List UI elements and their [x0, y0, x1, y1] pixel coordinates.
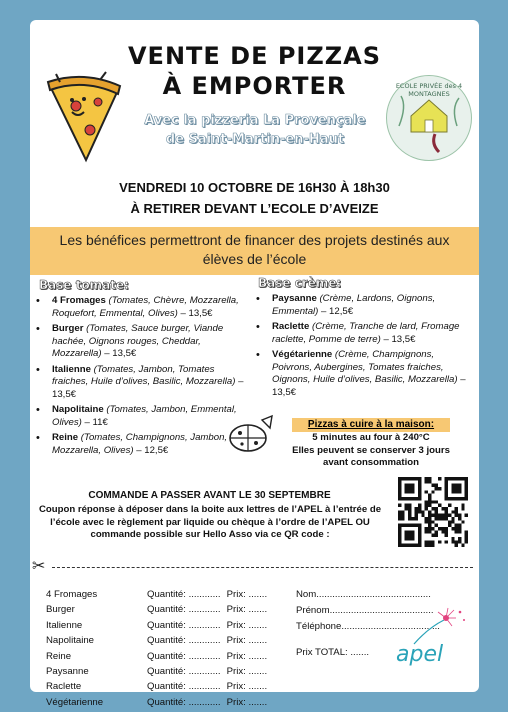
form-pizza-name: Napolitaine — [46, 635, 95, 647]
cooking-line2: Elles peuvent se conserver 3 jours avant consommation — [292, 444, 450, 468]
quantity-field[interactable]: Quantité: ............ — [147, 604, 221, 616]
quantity-field[interactable]: Quantité: ............ — [147, 589, 221, 600]
form-order-row — [147, 602, 307, 617]
quantity-field[interactable]: Quantité: ............ — [147, 681, 221, 693]
page-title: VENTE DE PIZZAS — [127, 42, 382, 70]
price-field[interactable]: Prix: ....... — [226, 650, 268, 662]
pizza-price: – 12,5€ — [133, 444, 169, 456]
cream-pizza-item — [250, 293, 472, 318]
form-order-row — [147, 679, 307, 694]
tomato-pizza-item — [30, 364, 250, 402]
pizza-price: – 13,5€ — [52, 376, 244, 400]
benefits-banner-text: Les bénéfices permettront de financer des projets destinés aux élèves de l’école — [59, 232, 450, 267]
tomato-pizza-item — [30, 404, 250, 429]
cream-pizza-list — [250, 293, 472, 402]
flyer — [30, 20, 479, 708]
price-field[interactable]: Prix: ....... — [226, 635, 268, 647]
price-field[interactable]: Prix: ....... — [226, 666, 268, 678]
form-quantity-fields — [147, 587, 307, 710]
pizza-price: – 13,5€ — [101, 348, 137, 359]
tomato-pizza-item — [30, 323, 250, 361]
prenom-field[interactable]: Prénom....................................... — [296, 605, 434, 616]
form-order-row — [147, 633, 307, 648]
price-field[interactable]: Prix: ....... — [226, 619, 268, 631]
pizza-ingredients: (Tomates, Jambon, Tomates fraiches, Huile d’olives, Basilic, Mozzarella) — [52, 363, 236, 387]
tomato-pizza-item — [30, 295, 250, 320]
form-pizza-name: Paysanne — [46, 666, 89, 678]
quantity-field[interactable]: Quantité: ............ — [147, 619, 221, 631]
tomato-pizza-item — [30, 432, 250, 457]
pizza-name: Italienne — [52, 363, 94, 375]
pizza-price: – 13,5€ — [272, 374, 466, 398]
quantity-field[interactable]: Quantité: ............ — [147, 666, 221, 678]
price-field[interactable]: Prix: ....... — [226, 604, 268, 616]
order-instructions: Coupon réponse à déposer dans la boite aux lettres de l’APEL à l’entrée de l’école avec le règlement par liquide ou chèque à l’ordre de l’APEL OU commande possible sur Hello Asso via ce QR code : — [38, 504, 382, 540]
subtitle-line2: de Saint-Martin-en-Haut — [165, 132, 345, 147]
event-pickup: À RETIRER DEVANT L’ECOLE D’AVEIZE — [130, 201, 379, 216]
pizza-name: Paysanne — [272, 293, 320, 304]
price-field[interactable]: Prix: ....... — [226, 696, 268, 708]
pizza-name: Reine — [52, 432, 81, 443]
cut-line — [30, 556, 479, 575]
pizza-price: – 12,5€ — [318, 305, 354, 317]
form-order-row — [147, 587, 307, 602]
qr-code[interactable] — [398, 477, 468, 547]
pizza-ingredients: (Tomates, Jambon, Emmental, Olives) — [52, 404, 237, 428]
form-order-row — [147, 695, 307, 710]
scissors-icon: ✂ — [32, 556, 46, 575]
pizza-ingredients: (Crème, Champignons, Poivrons, Aubergines, Tomates fraiches, Oignons, Huile d’olives, Basilic, Mozzarella) — [272, 349, 458, 385]
total-price-field[interactable]: Prix TOTAL: ....... — [296, 647, 370, 658]
form-pizza-name: Reine — [46, 650, 72, 662]
pizza-name: 4 Fromages — [52, 295, 109, 306]
form-pizza-name: Raclette — [46, 681, 82, 693]
telephone-field[interactable]: Téléphone..................................... — [296, 621, 440, 632]
quantity-field[interactable]: Quantité: ............ — [147, 635, 221, 647]
form-order-row — [147, 664, 307, 679]
cooking-instructions — [285, 432, 457, 470]
pizza-ingredients: (Crème, Lardons, Oignons, Emmental) — [272, 293, 436, 317]
tomato-pizza-list — [30, 295, 250, 460]
price-field[interactable]: Prix: ....... — [226, 589, 268, 600]
school-logo-text: ECOLE PRIVÉE des 4 MONTAGNES — [395, 82, 463, 98]
quantity-field[interactable]: Quantité: ............ — [147, 650, 221, 662]
pizza-ingredients: (Tomates, Sauce burger, Viande hachée, Oignons rouges, Cheddar, Mozzarella) — [52, 323, 224, 359]
order-deadline: COMMANDE A PASSER AVANT LE 30 SEPTEMBRE — [88, 490, 331, 501]
pizza-price: – 13,5€ — [177, 307, 213, 319]
pizza-price: – 13,5€ — [380, 333, 416, 345]
pizza-ingredients: (Crème, Tranche de lard, Fromage raclette, Pomme de terre) — [272, 321, 460, 345]
form-pizza-names — [46, 587, 146, 710]
form-order-row — [147, 649, 307, 664]
pizza-ingredients: (Tomates, Chèvre, Mozzarella, Roquefort, Emmental, Olives) — [52, 295, 239, 319]
cream-pizza-item — [250, 321, 472, 346]
form-pizza-name: Italienne — [46, 619, 83, 631]
apel-dandelion-icon — [410, 606, 470, 646]
pizza-price: – 11€ — [81, 416, 108, 428]
cream-pizza-item — [250, 349, 472, 399]
cooking-label: Pizzas à cuire à la maison: — [292, 418, 450, 432]
apel-logo: apel — [396, 642, 444, 667]
pizza-name: Raclette — [272, 321, 312, 332]
price-field[interactable]: Prix: ....... — [226, 681, 268, 693]
form-pizza-name: 4 Fromages — [46, 589, 98, 600]
nom-field[interactable]: Nom........................................... — [296, 589, 431, 600]
event-date: VENDREDI 10 OCTOBRE DE 16H30 À 18h30 — [119, 180, 390, 195]
pizza-ingredients: (Tomates, Champignons, Jambon, Mozzarella, Olives) — [52, 432, 228, 456]
form-pizza-name: Burger — [46, 604, 75, 616]
pizza-name: Végétarienne — [272, 349, 335, 360]
tomato-base-title: Base tomate: — [39, 278, 129, 292]
page-title-line2: À EMPORTER — [162, 72, 347, 100]
pizza-name: Napolitaine — [52, 404, 107, 415]
quantity-field[interactable]: Quantité: ............ — [147, 696, 221, 708]
cooking-line1: 5 minutes au four à 240°C — [312, 432, 430, 443]
pizza-plate-icon — [228, 414, 274, 454]
form-order-row — [147, 618, 307, 633]
form-pizza-name: Végétarienne — [46, 696, 104, 708]
subtitle-line1: Avec la pizzeria La Provençale — [144, 113, 366, 128]
pizza-name: Burger — [52, 323, 87, 334]
cream-base-title: Base crème: — [258, 276, 342, 290]
